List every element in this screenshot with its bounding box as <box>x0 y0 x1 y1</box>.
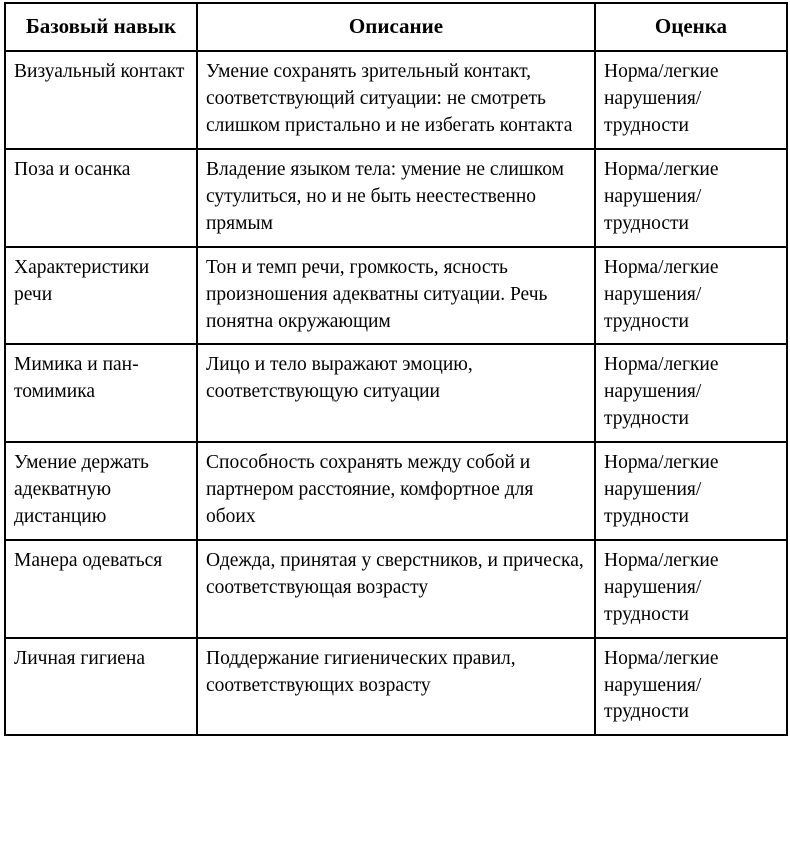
cell-description: Способность сохранять между собой и партнером расстояние, комфортное для обоих <box>197 442 595 540</box>
table-row <box>5 344 787 442</box>
table-row <box>5 540 787 638</box>
table-row <box>5 149 787 247</box>
table-body <box>5 51 787 735</box>
table-row <box>5 638 787 736</box>
cell-score: Норма/легкие нарушения/ трудности <box>595 149 787 247</box>
cell-score: Норма/легкие нарушения/ трудности <box>595 638 787 736</box>
table-header-row <box>5 3 787 51</box>
cell-score: Норма/легкие нарушения/ трудности <box>595 540 787 638</box>
cell-score: Норма/легкие нарушения/ трудности <box>595 51 787 149</box>
cell-skill: Визуальный контакт <box>5 51 197 149</box>
cell-skill: Характеристики речи <box>5 247 197 345</box>
cell-description: Умение сохранять зрительный контакт, соответствующий ситуации: не смотреть слишком пристально и не избегать контакта <box>197 51 595 149</box>
table-row <box>5 51 787 149</box>
cell-score: Норма/легкие нарушения/ трудности <box>595 442 787 540</box>
cell-score: Норма/легкие нарушения/ трудности <box>595 247 787 345</box>
cell-score: Норма/легкие нарушения/ трудности <box>595 344 787 442</box>
column-header-skill: Базовый навык <box>5 3 197 51</box>
table-row <box>5 442 787 540</box>
document-page <box>0 2 790 855</box>
cell-skill: Умение держать адекватную дистанцию <box>5 442 197 540</box>
cell-skill: Поза и осанка <box>5 149 197 247</box>
cell-description: Владение языком тела: умение не слишком сутулиться, но и не быть неестественно прямым <box>197 149 595 247</box>
cell-skill: Манера одеваться <box>5 540 197 638</box>
cell-description: Тон и темп речи, громкость, ясность произношения адекватны ситуации. Речь понятна окружающим <box>197 247 595 345</box>
cell-description: Лицо и тело выражают эмоцию, соответствующую ситуации <box>197 344 595 442</box>
column-header-description: Описание <box>197 3 595 51</box>
cell-skill: Личная гигиена <box>5 638 197 736</box>
table-row <box>5 247 787 345</box>
column-header-score: Оценка <box>595 3 787 51</box>
cell-description: Поддержание гигиенических правил, соответствующих возрасту <box>197 638 595 736</box>
cell-skill: Мимика и пантомимика <box>5 344 197 442</box>
basic-skills-table <box>4 2 788 736</box>
table-header <box>5 3 787 51</box>
cell-description: Одежда, принятая у сверстников, и прическа, соответствующая возрасту <box>197 540 595 638</box>
